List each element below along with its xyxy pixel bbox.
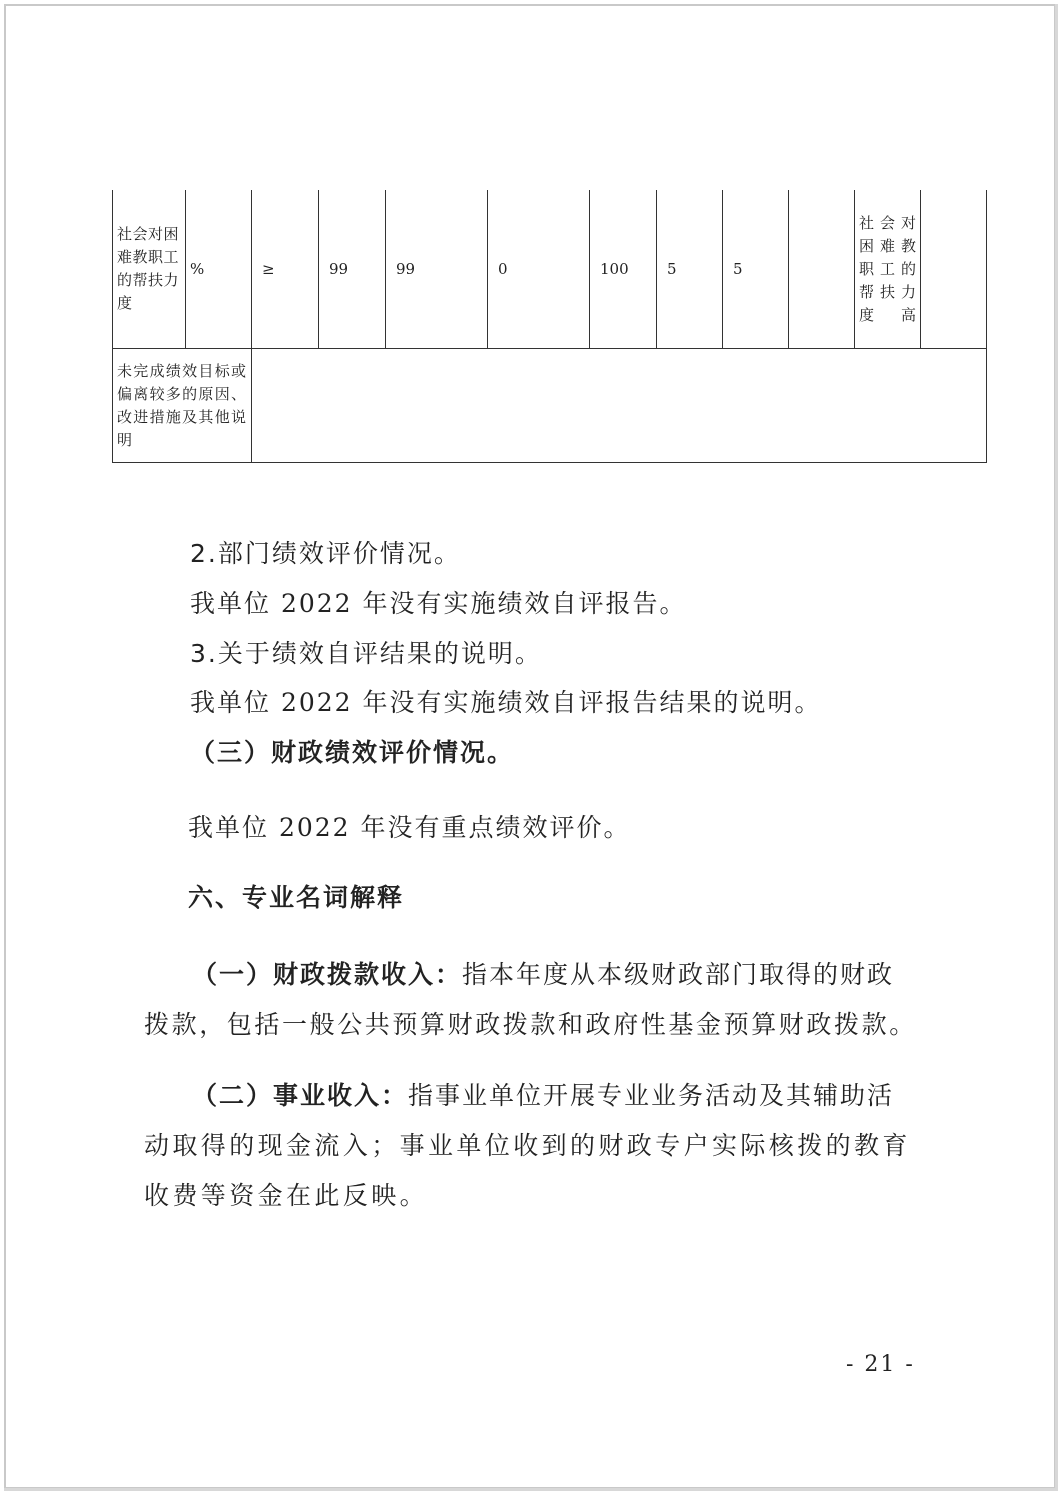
item2-number: 2. [190, 539, 218, 568]
item2-title: 部门绩效评价情况。 [217, 539, 461, 568]
page-shadow-bottom [4, 1488, 1058, 1491]
def2-term: （二）事业收入： [192, 1081, 409, 1110]
note-label-cell: 未完成绩效目标或偏离较多的原因、改进措施及其他说明 [113, 349, 252, 463]
table-row [113, 349, 987, 463]
note-content-cell [252, 349, 987, 463]
def2-line3: 收费等资金在此反映。 [144, 1181, 429, 1210]
item2-heading [190, 534, 461, 570]
def1-text: 指本年度从本级财政部门取得的财政 [462, 960, 895, 989]
def2-line1 [192, 1076, 894, 1112]
table-row [113, 190, 987, 349]
weight-score-cell: 5 [657, 190, 723, 349]
def1-term: （一）财政拨款收入： [192, 960, 463, 989]
deviation-cell: 0 [488, 190, 590, 349]
actual-value-cell: 99 [386, 190, 488, 349]
section3-text: 我单位 2022 年没有重点绩效评价。 [188, 813, 631, 842]
item3-text: 我单位 2022 年没有实施绩效自评报告结果的说明。 [190, 688, 822, 717]
score-cell: 5 [723, 190, 789, 349]
page-shadow-right [1055, 4, 1058, 1489]
page-number: - 21 - [846, 1352, 915, 1377]
remark-cell: 社会对困难教职工的帮扶力度高 [855, 190, 921, 349]
indicator-name-cell: 社会对困难教职工的帮扶力度 [113, 190, 186, 349]
annual-target-cell: 99 [319, 190, 386, 349]
completion-rate-cell: 100 [590, 190, 657, 349]
section3-heading: （三）财政绩效评价情况。 [190, 738, 515, 767]
def1-line1 [192, 955, 894, 991]
operator-cell: ≥ [252, 190, 319, 349]
chapter6-heading: 六、专业名词解释 [188, 883, 405, 912]
item3-title: 关于绩效自评结果的说明。 [217, 639, 542, 668]
item3-heading [190, 634, 542, 670]
def2-line2: 动取得的现金流入；事业单位收到的财政专户实际核拨的教育 [144, 1131, 911, 1160]
deviation-reason-cell [789, 190, 855, 349]
item2-text: 我单位 2022 年没有实施绩效自评报告。 [190, 589, 687, 618]
empty-cell [921, 190, 987, 349]
def2-text: 指事业单位开展专业业务活动及其辅助活 [408, 1081, 895, 1110]
performance-table [112, 190, 987, 463]
unit-cell: % [186, 190, 252, 349]
item3-number: 3. [190, 639, 218, 668]
def1-line2: 拨款，包括一般公共预算财政拨款和政府性基金预算财政拨款。 [144, 1010, 917, 1039]
